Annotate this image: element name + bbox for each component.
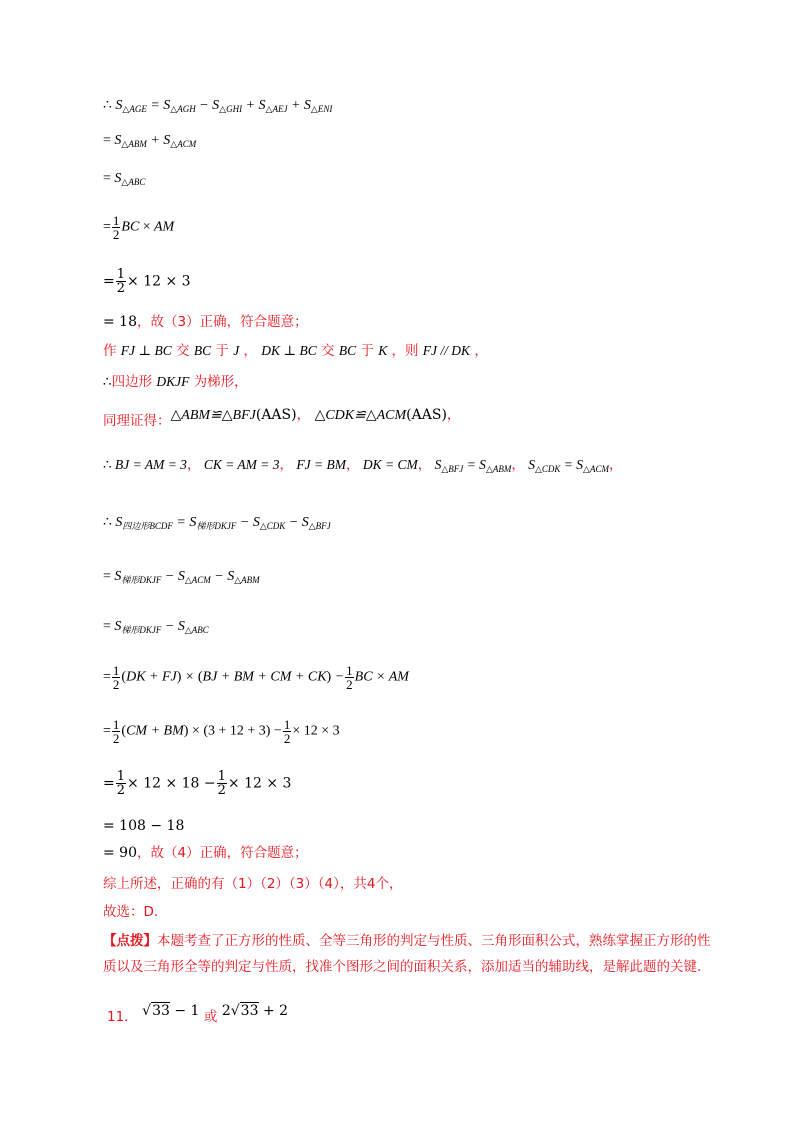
proof-line-17: = 108 − 18: [103, 818, 185, 834]
proof-line-2: = $S_{\triangle ABM} + S_{\triangle ACM}$: [103, 133, 197, 149]
proof-line-4: = $\frac{1}{2}$ BC × AM: [103, 213, 175, 242]
proof-line-5: = $\frac{1}{2}$ × 12 × 3: [103, 267, 191, 296]
proof-line-11: ∴ $S_{四边形BCDF} = S_{梯形DKJF} - S_{\triangle CDK} - S_{\triangle BFJ}$: [103, 515, 331, 531]
dianbo-text: 本题考查了正方形的性质、全等三角形的判定与性质、三角形面积公式，熟练掌握正方形的性质以及三角形全等的判定与性质，找准个图形之间的面积关系，添加适当的辅助线，是解此题的关键.: [103, 933, 711, 975]
dianbo-paragraph: [103, 928, 723, 980]
conclusion-4-text: ，故（4）正确，符合题意；: [137, 845, 308, 861]
conclusion-3-text: ，故（3）正确，符合题意；: [137, 314, 308, 330]
proof-line-18: = 90，故（4）正确，符合题意；: [103, 845, 308, 861]
proof-line-9: 同理证得：△ABM≌△BFJ(AAS)， △CDK≌△ACM(AAS)，: [103, 407, 461, 429]
proof-line-13: = $S_{梯形DKJF} - S_{\triangle ABC}$: [103, 619, 209, 635]
q11-answer-a: √33 − 1: [142, 1003, 200, 1019]
proof-line-15: = $\frac{1}{2}$ (CM + BM) × (3 + 12 + 3) − $\frac{1}{2}$ × 12 × 3: [103, 717, 340, 746]
answer-line: 故选：D.: [103, 904, 159, 920]
question-11-answer: [107, 1001, 289, 1025]
proof-line-3: = $S_{\triangle ABC}$: [103, 171, 146, 187]
q11-or: 或: [203, 1009, 218, 1025]
proof-line-14: = $\frac{1}{2}$ (DK + FJ) × (BJ + BM + CM + CK) − $\frac{1}{2}$ BC × AM: [103, 663, 409, 692]
dianbo-label: 【点拨】: [103, 933, 157, 949]
summary-line: 综上所述，正确的有（1）（2）（3）（4），共4个，: [103, 876, 403, 892]
proof-line-7: 作 FJ ⊥ BC 交 BC 于 J ， DK ⊥ BC 交 BC 于 K ，则 FJ // DK ，: [103, 343, 488, 359]
question-11-number: 11．: [107, 1009, 138, 1025]
q11-answer-b: 2√33 + 2: [221, 1003, 289, 1019]
proof-line-10: ∴ BJ = AM = 3， CK = AM = 3， FJ = BM， DK = CM， $S_{\triangle BFJ} = S_{\triangle ABM}$， $S_{\triangle CDK} = S_{\triangle ACM}$，: [103, 457, 623, 474]
proof-line-16: = $\frac{1}{2}$ × 12 × 18 − $\frac{1}{2}$ × 12 × 3: [103, 769, 292, 798]
proof-line-6: = 18，故（3）正确，符合题意；: [103, 314, 308, 330]
proof-line-8: ∴四边形 DKJF 为梯形，: [103, 374, 248, 390]
proof-line-12: = $S_{梯形DKJF} - S_{\triangle ACM} - S_{\triangle ABM}$: [103, 569, 260, 585]
proof-line-1: ∴ $S_{\triangle AGE} = S_{\triangle AGH} - S_{\triangle GHI} + S_{\triangle AEJ} + S_{\triangle ENI}$: [103, 98, 333, 114]
